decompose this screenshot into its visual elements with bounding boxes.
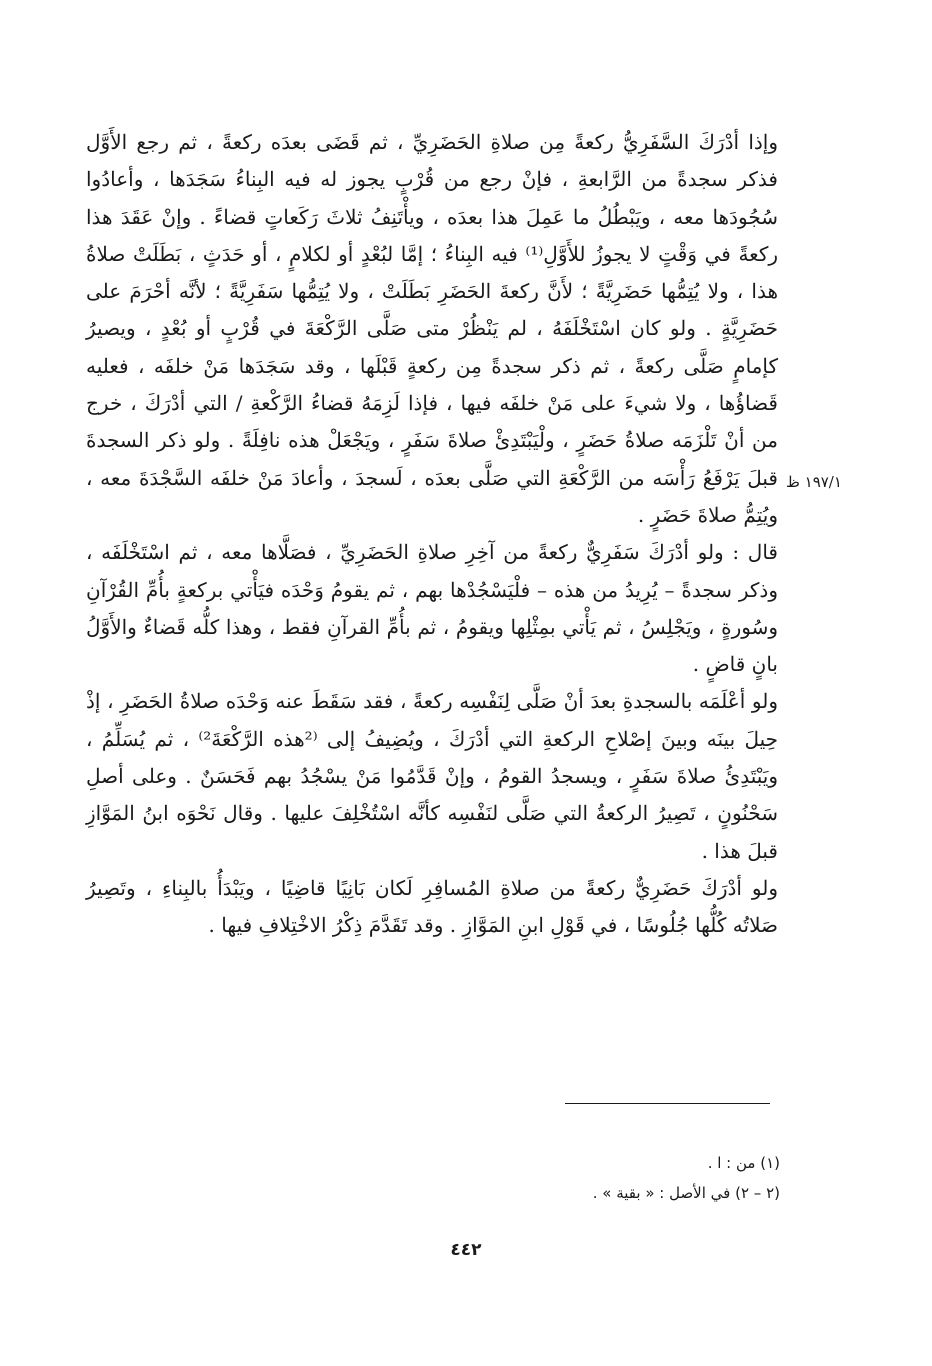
footnotes	[300, 1148, 780, 1208]
page-number: ٤٤٢	[450, 1240, 482, 1260]
footnote-divider	[565, 1103, 770, 1104]
paragraph-2: قال : ولو أدْرَكَ سَفَرِيٌّ ركعةً من آخِرِ صلاةِ الحَضَرِيِّ ، فصَلَّاها معه ، ثم اسْتَخْلَفَه ، وذكر سجدةً – يُرِيدُ من هذه – فلْيَسْجُدْها بهم ، ثم يقومُ وَحْدَه فيَأْتي بركعةٍ بأُمِّ القُرْآنِ وسُورةٍ ، ويَجْلِسُ ، ثم يَأْتي بمِثْلِها ويقومُ ، ثم بأُمِّ القرآنِ فقط ، وهذا كلُّه قَضاءٌ والأَوَّلُ بانٍ قاضٍ .	[86, 540, 778, 677]
paragraph-1: وإذا أدْرَكَ السَّفَرِيُّ ركعةً مِن صلاةِ الحَضَرِيِّ ، ثم قَضَى بعدَه ركعةً ، ثم رجع الأَوَّل فذكر سجدةً من الرَّابعةِ ، فإنْ رجع من قُرْبٍ يجوز له فيه البِناءُ سَجَدَها ، وأعادُوا سُجُودَها معه ، ويَبْطُلُ ما عَمِلَ هذا بعدَه ، ويأْتَنِفُ ثلاثَ رَكَعاتٍ قضاءً . وإنْ عَقَدَ هذا ركعةً في وَقْتٍ لا يجوزُ للأَوَّلِ⁽¹⁾ فيه البِناءُ ؛ إمَّا لبُعْدٍ أو لكلامٍ ، أو حَدَثٍ ، بَطَلَتْ صلاةُ هذا ، ولا يُتِمُّها حَضَرِيَّةً ؛ لأَنَّ ركعةَ الحَضَرِ بَطَلَتْ ، ولا يُتِمُّها سَفَرِيَّةً ؛ لأنَّه أحْرَمَ على حَضَرِيَّةٍ . ولو كان اسْتَخْلَفَهُ ، لم يَنْظُرْ متى صَلَّى الرَّكْعَةَ في قُرْبٍ أو بُعْدٍ ، ويصيرُ كإمامٍ صَلَّى ركعةً ، ثم ذكر سجدةً مِن ركعةٍ قَبْلَها ، وقد سَجَدَها مَنْ خلفَه ، فعليه قَضاؤُها ، ولا شيءَ على مَنْ خلفَه فيها ، فإذا لَزِمَهُ قضاءُ الرَّكْعةِ / التي أدْرَكَ ، خرج من أنْ تَلْزَمَه صلاةُ حَضَرٍ ، ولْيَبْتَدِئْ صلاةَ سَفَرٍ ، ويَجْعَلْ هذه نافِلَةً . ولو ذكر السجدةَ قبلَ يَرْفَعُ رَأْسَه من الرَّكْعَةِ التي صَلَّى بعدَه ، لَسجدَ ، وأعادَ مَنْ خلفَه السَّجْدَةَ معه ، ويُتِمُّ صلاةَ حَضَرٍ .	[86, 130, 779, 527]
main-text	[86, 124, 778, 945]
footnote-1: (١) من : ا .	[707, 1154, 780, 1172]
paragraph-4: ولو أدْرَكَ حَضَرِيٌّ ركعةً من صلاةِ المُسافِرِ لَكان بَانِيًا قاضِيًا ، ويَبْدَأُ بالبِناءِ ، وتَصِيرُ صَلاتُه كُلُّها جُلُوسًا ، في قَوْلِ ابنِ المَوَّازِ . وقد تَقَدَّمَ ذِكْرُ الاخْتِلافِ فيها .	[86, 875, 778, 938]
footnote-2: (٢ – ٢) في الأصل : « بقية » .	[592, 1184, 780, 1202]
manuscript-folio-note: ١٩٧/١ ظ	[786, 473, 842, 491]
paragraph-3: ولو أعْلَمَه بالسجدةِ بعدَ أنْ صَلَّى لِنَفْسِه ركعةً ، فقد سَقَطَ عنه وَحْدَه صلاةُ الحَضَرِ ، إذْ حِيلَ بينَه وبينَ إصْلاحِ الركعةِ التي أدْرَكَ ، ويُضِيفُ إلى ⁽²هذه الرَّكْعَةَ²⁾ ، ثم يُسَلِّمُ ، ويَبْتَدِئُ صلاةَ سَفَرٍ ، ويسجدُ القومُ ، وإنْ قَدَّمُوا مَنْ يسْجُدُ بهم فَحَسَنٌ . وعلى أصلِ سَحْنُونٍ ، تَصِيرُ الركعةُ التي صَلَّى لنَفْسِه كأنَّه اسْتُخْلِفَ عليها . وقال نَحْوَه ابنُ المَوَّازِ قبلَ هذا .	[86, 689, 778, 863]
